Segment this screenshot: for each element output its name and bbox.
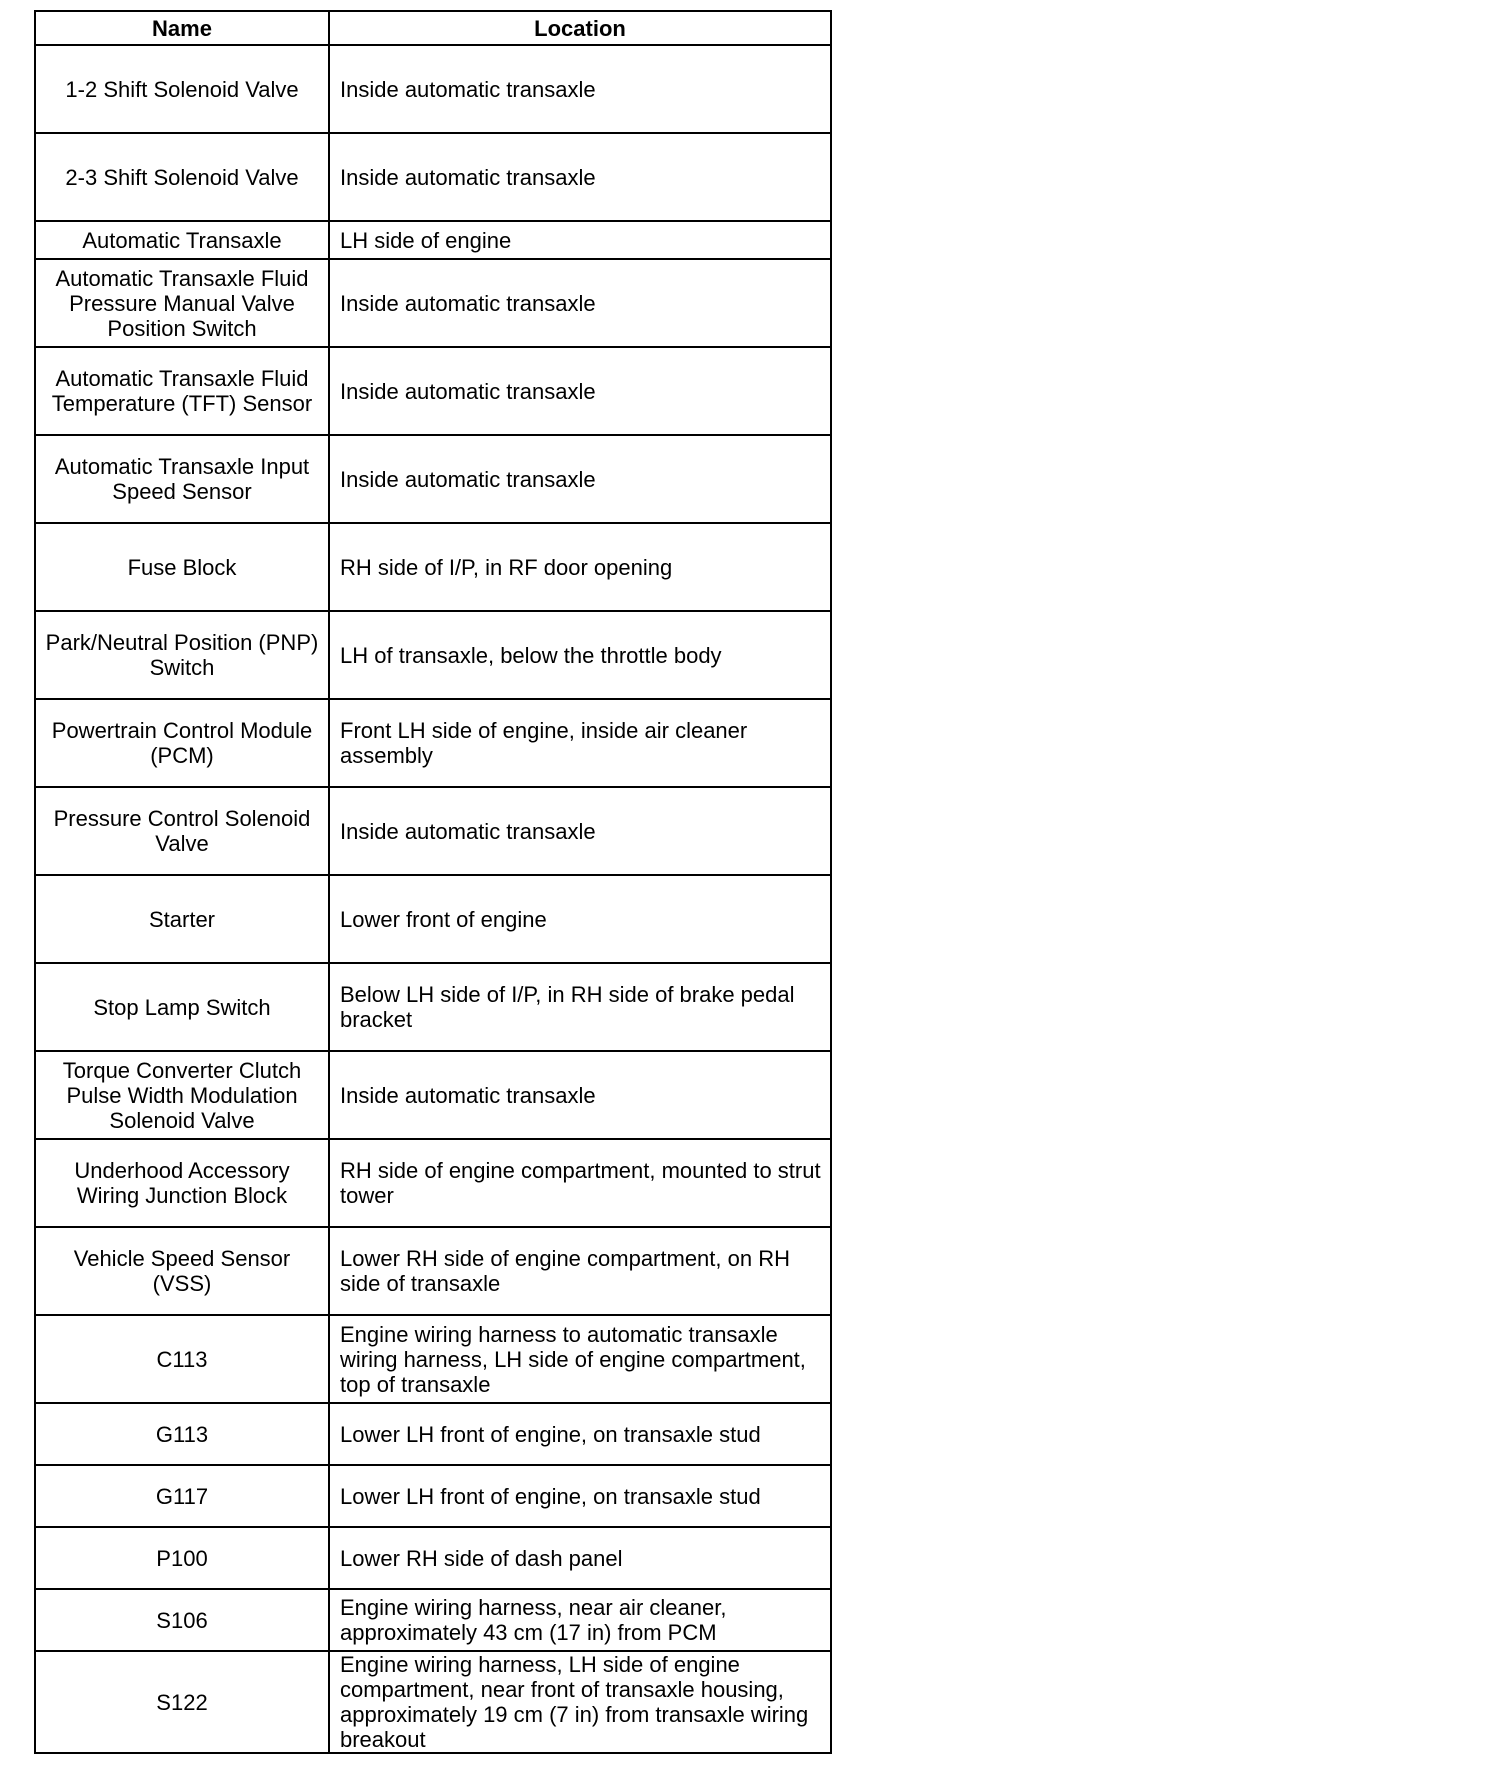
component-location: Lower RH side of dash panel bbox=[329, 1527, 831, 1589]
component-name: Underhood Accessory Wiring Junction Block bbox=[35, 1139, 329, 1227]
name-column-header: Name bbox=[35, 11, 329, 45]
table-row bbox=[35, 963, 831, 1051]
component-location: Engine wiring harness, LH side of engine compartment, near front of transaxle housing, approximately 19 cm (7 in) from transaxle wiring breakout bbox=[329, 1651, 831, 1753]
table-row bbox=[35, 1651, 831, 1753]
component-name: P100 bbox=[35, 1527, 329, 1589]
component-name: C113 bbox=[35, 1315, 329, 1403]
header-row bbox=[35, 11, 831, 45]
component-location: Below LH side of I/P, in RH side of brake pedal bracket bbox=[329, 963, 831, 1051]
component-location: LH side of engine bbox=[329, 221, 831, 259]
table-row bbox=[35, 1527, 831, 1589]
component-name: 2-3 Shift Solenoid Valve bbox=[35, 133, 329, 221]
component-name: G113 bbox=[35, 1403, 329, 1465]
table-row bbox=[35, 1589, 831, 1651]
table-row bbox=[35, 699, 831, 787]
component-name: Fuse Block bbox=[35, 523, 329, 611]
component-name: Pressure Control Solenoid Valve bbox=[35, 787, 329, 875]
component-name: Powertrain Control Module (PCM) bbox=[35, 699, 329, 787]
table-row bbox=[35, 1465, 831, 1527]
component-name: Park/Neutral Position (PNP) Switch bbox=[35, 611, 329, 699]
table-row bbox=[35, 347, 831, 435]
component-name: S122 bbox=[35, 1651, 329, 1753]
component-name: G117 bbox=[35, 1465, 329, 1527]
component-name: Automatic Transaxle Input Speed Sensor bbox=[35, 435, 329, 523]
table-row bbox=[35, 1051, 831, 1139]
table-row bbox=[35, 611, 831, 699]
component-location: Engine wiring harness, near air cleaner, approximately 43 cm (17 in) from PCM bbox=[329, 1589, 831, 1651]
table-row bbox=[35, 45, 831, 133]
component-name: Automatic Transaxle Fluid Temperature (TFT) Sensor bbox=[35, 347, 329, 435]
table-row bbox=[35, 435, 831, 523]
component-location: Inside automatic transaxle bbox=[329, 787, 831, 875]
component-name: S106 bbox=[35, 1589, 329, 1651]
component-location: Inside automatic transaxle bbox=[329, 1051, 831, 1139]
component-name: Starter bbox=[35, 875, 329, 963]
component-name: Stop Lamp Switch bbox=[35, 963, 329, 1051]
component-location: Lower RH side of engine compartment, on RH side of transaxle bbox=[329, 1227, 831, 1315]
component-location: RH side of engine compartment, mounted to strut tower bbox=[329, 1139, 831, 1227]
component-location: LH of transaxle, below the throttle body bbox=[329, 611, 831, 699]
table-row bbox=[35, 1315, 831, 1403]
table-row bbox=[35, 221, 831, 259]
table-row bbox=[35, 259, 831, 347]
component-location: Inside automatic transaxle bbox=[329, 259, 831, 347]
component-name: Vehicle Speed Sensor (VSS) bbox=[35, 1227, 329, 1315]
component-location: Engine wiring harness to automatic transaxle wiring harness, LH side of engine compartment, top of transaxle bbox=[329, 1315, 831, 1403]
table-row bbox=[35, 523, 831, 611]
table-row bbox=[35, 133, 831, 221]
component-location: Inside automatic transaxle bbox=[329, 347, 831, 435]
component-location: Lower front of engine bbox=[329, 875, 831, 963]
component-location-table bbox=[34, 10, 832, 1754]
table-row bbox=[35, 1227, 831, 1315]
component-name: 1-2 Shift Solenoid Valve bbox=[35, 45, 329, 133]
component-location: Lower LH front of engine, on transaxle stud bbox=[329, 1465, 831, 1527]
table-row bbox=[35, 1403, 831, 1465]
component-location: Front LH side of engine, inside air cleaner assembly bbox=[329, 699, 831, 787]
component-name: Automatic Transaxle Fluid Pressure Manual Valve Position Switch bbox=[35, 259, 329, 347]
table-row bbox=[35, 787, 831, 875]
table-row bbox=[35, 1139, 831, 1227]
component-location: Lower LH front of engine, on transaxle stud bbox=[329, 1403, 831, 1465]
component-location: RH side of I/P, in RF door opening bbox=[329, 523, 831, 611]
table-row bbox=[35, 875, 831, 963]
component-location: Inside automatic transaxle bbox=[329, 133, 831, 221]
component-location: Inside automatic transaxle bbox=[329, 435, 831, 523]
component-name: Automatic Transaxle bbox=[35, 221, 329, 259]
location-column-header: Location bbox=[329, 11, 831, 45]
component-name: Torque Converter Clutch Pulse Width Modulation Solenoid Valve bbox=[35, 1051, 329, 1139]
component-location: Inside automatic transaxle bbox=[329, 45, 831, 133]
